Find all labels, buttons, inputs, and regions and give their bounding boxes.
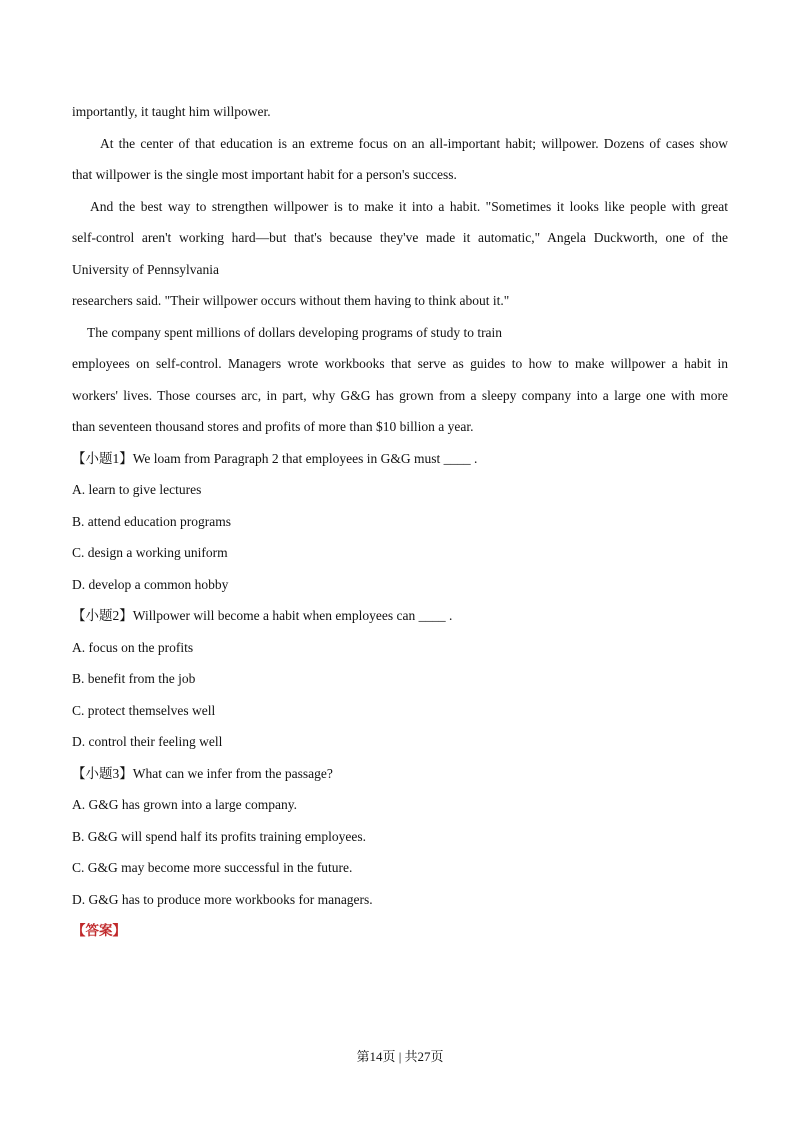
option-b: B. attend education programs [72, 513, 231, 529]
passage-line: self-control aren't working hard—but that's because they've made it automatic," Angela Duckworth, one of the [72, 230, 728, 245]
option-c: C. protect themselves well [72, 702, 216, 718]
passage-line: workers' lives. Those courses arc, in part, why G&G has grown from a sleepy company into a large one with more [72, 387, 728, 403]
question-2 [72, 600, 728, 758]
option-d: D. G&G has to produce more workbooks for managers. [72, 891, 373, 907]
question-stem: 【小题2】Willpower will become a habit when employees can ____ . [72, 608, 453, 623]
passage-line: that willpower is the single most important habit for a person's success. [72, 167, 457, 182]
passage-line: importantly, it taught him willpower. [72, 104, 271, 119]
document-page [72, 96, 728, 947]
option-c: C. G&G may become more successful in the future. [72, 860, 353, 875]
passage-line: researchers said. "Their willpower occurs without them having to think about it." [72, 293, 510, 308]
passage-line: The company spent millions of dollars developing programs of study to train [87, 324, 503, 340]
question-stem: 【小题3】What can we infer from the passage? [72, 765, 333, 781]
option-a: A. focus on the profits [72, 639, 194, 655]
option-a: A. G&G has grown into a large company. [72, 797, 297, 812]
option-d: D. develop a common hobby [72, 576, 229, 592]
passage-line: than seventeen thousand stores and profits of more than $10 billion a year. [72, 419, 474, 434]
question-1 [72, 443, 728, 601]
answer-label: 【答案】 [72, 923, 126, 938]
question-stem: 【小题1】We loam from Paragraph 2 that employees in G&G must ____ . [72, 450, 478, 466]
option-d: D. control their feeling well [72, 734, 223, 749]
option-b: B. G&G will spend half its profits training employees. [72, 828, 366, 844]
option-c: C. design a working uniform [72, 545, 228, 560]
page-footer: 第14页 | 共27页 [356, 1049, 444, 1064]
passage-line: employees on self-control. Managers wrote workbooks that serve as guides to how to make willpower a habit in [72, 356, 728, 371]
passage-line: And the best way to strengthen willpower is to make it into a habit. "Sometimes it looks like people with great [90, 198, 728, 214]
option-b: B. benefit from the job [72, 671, 196, 686]
option-a: A. learn to give lectures [72, 482, 202, 497]
question-3 [72, 758, 728, 916]
passage-line: University of Pennsylvania [72, 261, 219, 277]
passage-line: At the center of that education is an extreme focus on an all-important habit; willpower. Dozens of cases show [100, 135, 728, 151]
